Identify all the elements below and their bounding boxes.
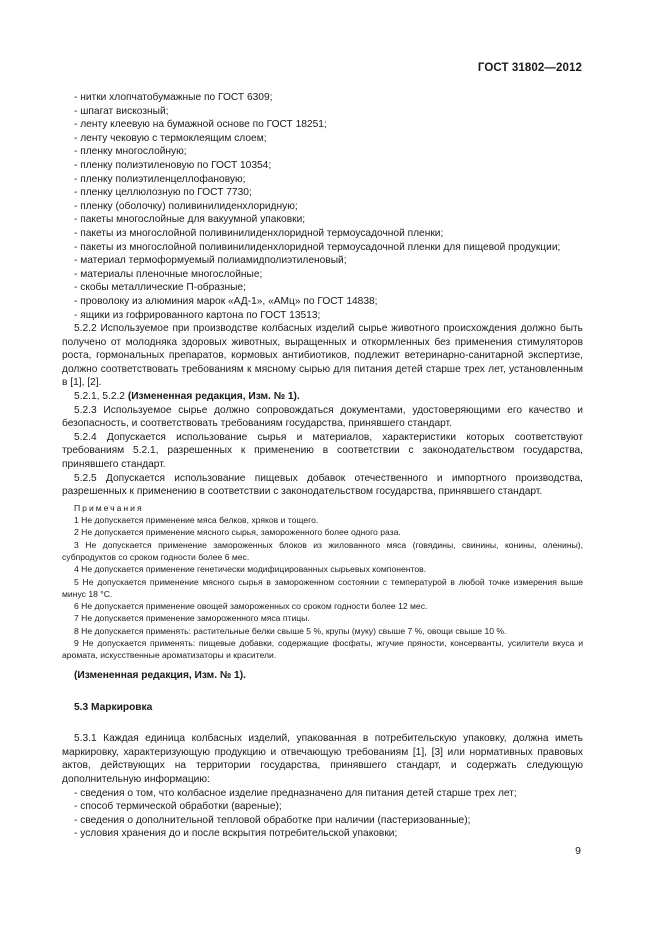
list-item: - условия хранения до и после вскрытия потребительской упаковки; [74,828,398,840]
note-item: 5 Не допускается применение мясного сырья в замороженном состоянии с температурой в любой точке измерения выше минус 18 °С. [62,576,583,599]
list-item: - скобы металлические П-образные; [74,282,246,294]
note-item: 4 Не допускается применение генетически модифицированных сырьевых компонентов. [74,564,427,575]
list-item: - ленту чековую с термоклеящим слоем; [74,132,267,144]
marking-list [62,787,583,841]
list-item: - пакеты из многослойной поливинилиденхлоридной термоусадочной пленки для пищевой продукции; [74,241,561,253]
list-item: - проволоку из алюминия марок «АД-1», «АМц» по ГОСТ 14838; [74,295,378,307]
list-item: - пакеты многослойные для вакуумной упаковки; [74,214,306,226]
list-item: - пленку целлюлозную по ГОСТ 7730; [74,187,252,199]
document-header: ГОСТ 31802—2012 [477,62,582,74]
list-item: - сведения о дополнительной тепловой обработке при наличии (пастеризованные); [74,814,471,826]
note-item: 2 Не допускается применение мясного сырья, замороженного более одного раза. [74,527,401,538]
list-item: - пленку (оболочку) поливинилиденхлоридную; [74,200,298,212]
list-item: - пленку многослойную; [74,146,187,158]
notes-block [62,502,583,662]
note-item: 7 Не допускается применение замороженного мяса птицы. [74,613,310,624]
document-body [62,91,583,841]
amendment-note [62,390,583,404]
amendment-label: (Измененная редакция, Изм. № 1). [127,391,300,403]
note-item: 6 Не допускается применение овощей замороженных со сроком годности более 12 мес. [74,601,428,612]
amendment-refs: 5.2.1, 5.2.2 [74,391,125,403]
note-item: 3 Не допускается применение замороженных блоков из жилованного мяса (говядины, свинины, конины, оленины), субпродуктов со сроком годности более 6 мес. [62,539,583,562]
list-item: - пленку полиэтиленовую по ГОСТ 10354; [74,159,272,171]
page-number: 9 [575,845,581,857]
notes-title: Примечания [74,502,144,513]
materials-list-top [62,91,583,322]
paragraph-5-2-4: 5.2.4 Допускается использование сырья и материалов, характеристики которых соответствуют требованиям 5.2.1, разрешенных к применению в соответствии с законодательством государства, принявшего стандарт. [62,431,583,471]
amendment-note-2: (Измененная редакция, Изм. № 1). [74,669,246,681]
section-title-5-3: 5.3 Маркировка [74,702,153,714]
list-item: - материалы пленочные многослойные; [74,268,263,280]
paragraph-5-2-3: 5.2.3 Используемое сырье должно сопровождаться документами, удостоверяющими его качество и безопасность, и соответствовать требованиям государства, принявшего стандарт. [62,404,583,430]
note-item: 9 Не допускается применять: пищевые добавки, содержащие фосфаты, жгучие пряности, консерванты, усилители вкуса и аромата, искусственные ароматизаторы и красители. [62,638,583,661]
list-item: - сведения о том, что колбасное изделие предназначено для питания детей старше трех лет; [74,787,517,799]
note-item: 1 Не допускается применение мяса белков, хряков и тощего. [74,515,319,526]
list-item: - нитки хлопчатобумажные по ГОСТ 6309; [74,92,273,103]
list-item: - пленку полиэтиленцеллофановую; [74,173,246,185]
list-item: - способ термической обработки (вареные); [74,801,282,813]
note-item: 8 Не допускается применять: растительные белки свыше 5 %, крупы (муку) свыше 7 %, овощи свыше 10 %. [74,625,507,636]
paragraph-5-2-2: 5.2.2 Используемое при производстве колбасных изделий сырье животного происхождения должно быть получено от молодняка здоровых животных, выращенных и откормленных без применения стимуляторов роста, гормональных препаратов, кормовых антибиотиков, подлежит ветеринарно-санитарной экспертизе, должно соответствовать требованиям к мясному сырью для питания детей старше трех лет, установленным в [1], [2]. [62,323,583,389]
paragraph-5-2-5: 5.2.5 Допускается использование пищевых добавок отечественного и импортного производства, разрешенных к применению в соответствии с законодательством государства, принявшего стандарт. [62,472,583,498]
paragraph-5-3-1: 5.3.1 Каждая единица колбасных изделий, упакованная в потребительскую упаковку, должна иметь маркировку, характеризующую продукцию и отвечающую требованиям [1], [3] или нормативных правовых актов, действующих на территории государства, принявшего стандарт, и содержать следующую дополнительную информацию: [62,733,583,786]
list-item: - ящики из гофрированного картона по ГОСТ 13513; [74,309,321,321]
list-item: - ленту клеевую на бумажной основе по ГОСТ 18251; [74,119,327,131]
list-item: - пакеты из многослойной поливинилиденхлоридной термоусадочной пленки; [74,227,444,239]
list-item: - шпагат вискозный; [74,105,169,117]
list-item: - материал термоформуемый полиамидполиэтиленовый; [74,255,347,267]
